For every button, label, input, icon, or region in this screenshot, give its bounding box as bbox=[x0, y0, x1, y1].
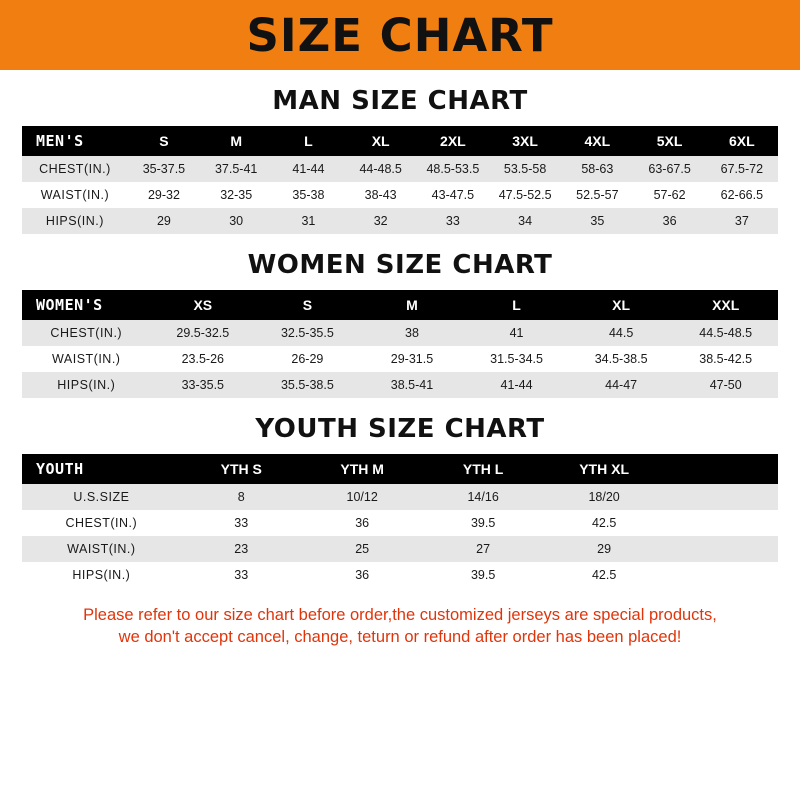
table-cell bbox=[665, 562, 778, 588]
table-cell: 29 bbox=[128, 208, 200, 234]
table-header-row bbox=[22, 454, 778, 484]
table-cell: 44.5-48.5 bbox=[673, 320, 778, 346]
table-cell: 42.5 bbox=[544, 510, 665, 536]
women-col-xs: XS bbox=[151, 290, 256, 320]
table-cell: 25 bbox=[302, 536, 423, 562]
youth-col-empty bbox=[665, 454, 778, 484]
table-row bbox=[22, 536, 778, 562]
footer-note-line2: we don't accept cancel, change, teturn or refund after order has been placed! bbox=[118, 628, 682, 647]
table-cell: 29 bbox=[544, 536, 665, 562]
table-cell: 63-67.5 bbox=[633, 156, 705, 182]
youth-row-label-chest: CHEST(IN.) bbox=[22, 510, 181, 536]
table-cell: 8 bbox=[181, 484, 302, 510]
table-cell: 33 bbox=[181, 562, 302, 588]
table-cell: 30 bbox=[200, 208, 272, 234]
table-cell: 41-44 bbox=[272, 156, 344, 182]
men-col-4xl: 4XL bbox=[561, 126, 633, 156]
men-col-s: S bbox=[128, 126, 200, 156]
table-cell: 44-47 bbox=[569, 372, 674, 398]
table-cell: 33 bbox=[181, 510, 302, 536]
youth-row-label-ussize: U.S.SIZE bbox=[22, 484, 181, 510]
table-cell: 38-43 bbox=[345, 182, 417, 208]
men-row-label-chest: CHEST(IN.) bbox=[22, 156, 128, 182]
table-row bbox=[22, 562, 778, 588]
table-cell: 10/12 bbox=[302, 484, 423, 510]
men-col-xl: XL bbox=[345, 126, 417, 156]
table-cell bbox=[665, 484, 778, 510]
table-row bbox=[22, 346, 778, 372]
table-cell: 43-47.5 bbox=[417, 182, 489, 208]
table-cell: 33-35.5 bbox=[151, 372, 256, 398]
women-row-label-chest: CHEST(IN.) bbox=[22, 320, 151, 346]
table-cell: 44-48.5 bbox=[345, 156, 417, 182]
men-size-table bbox=[22, 126, 778, 234]
table-cell: 39.5 bbox=[423, 562, 544, 588]
men-row-label-hips: HIPS(IN.) bbox=[22, 208, 128, 234]
table-cell: 29-32 bbox=[128, 182, 200, 208]
table-cell: 41-44 bbox=[464, 372, 569, 398]
table-cell: 38 bbox=[360, 320, 465, 346]
table-header-row bbox=[22, 126, 778, 156]
table-row bbox=[22, 208, 778, 234]
men-col-5xl: 5XL bbox=[633, 126, 705, 156]
table-cell: 29.5-32.5 bbox=[151, 320, 256, 346]
table-cell: 39.5 bbox=[423, 510, 544, 536]
table-row bbox=[22, 510, 778, 536]
table-cell: 37.5-41 bbox=[200, 156, 272, 182]
youth-section-title: YOUTH SIZE CHART bbox=[255, 414, 545, 444]
table-cell: 26-29 bbox=[255, 346, 360, 372]
page-title: SIZE CHART bbox=[246, 8, 554, 62]
table-cell: 34.5-38.5 bbox=[569, 346, 674, 372]
men-col-3xl: 3XL bbox=[489, 126, 561, 156]
table-cell: 57-62 bbox=[633, 182, 705, 208]
women-col-l: L bbox=[464, 290, 569, 320]
women-header-label: WOMEN'S bbox=[22, 290, 151, 320]
table-cell: 34 bbox=[489, 208, 561, 234]
youth-col-xl: YTH XL bbox=[544, 454, 665, 484]
youth-header-label: YOUTH bbox=[22, 454, 181, 484]
table-cell: 53.5-58 bbox=[489, 156, 561, 182]
table-cell: 41 bbox=[464, 320, 569, 346]
men-col-l: L bbox=[272, 126, 344, 156]
footer-note bbox=[22, 604, 778, 649]
table-cell: 29-31.5 bbox=[360, 346, 465, 372]
men-row-label-waist: WAIST(IN.) bbox=[22, 182, 128, 208]
men-col-2xl: 2XL bbox=[417, 126, 489, 156]
table-cell: 31 bbox=[272, 208, 344, 234]
women-col-xl: XL bbox=[569, 290, 674, 320]
table-cell: 23.5-26 bbox=[151, 346, 256, 372]
table-cell: 27 bbox=[423, 536, 544, 562]
table-row bbox=[22, 320, 778, 346]
youth-col-l: YTH L bbox=[423, 454, 544, 484]
table-cell: 48.5-53.5 bbox=[417, 156, 489, 182]
women-section-title: WOMEN SIZE CHART bbox=[247, 250, 553, 280]
table-row bbox=[22, 156, 778, 182]
table-cell: 31.5-34.5 bbox=[464, 346, 569, 372]
table-cell: 38.5-42.5 bbox=[673, 346, 778, 372]
youth-size-table bbox=[22, 454, 778, 588]
women-size-table bbox=[22, 290, 778, 398]
table-cell: 47-50 bbox=[673, 372, 778, 398]
table-cell: 36 bbox=[633, 208, 705, 234]
table-cell: 35-38 bbox=[272, 182, 344, 208]
table-cell: 35 bbox=[561, 208, 633, 234]
table-cell: 42.5 bbox=[544, 562, 665, 588]
men-header-label: MEN'S bbox=[22, 126, 128, 156]
table-cell: 36 bbox=[302, 562, 423, 588]
table-cell: 35-37.5 bbox=[128, 156, 200, 182]
youth-row-label-waist: WAIST(IN.) bbox=[22, 536, 181, 562]
men-section-title: MAN SIZE CHART bbox=[272, 86, 528, 116]
table-cell: 58-63 bbox=[561, 156, 633, 182]
table-cell: 52.5-57 bbox=[561, 182, 633, 208]
youth-col-m: YTH M bbox=[302, 454, 423, 484]
women-col-xxl: XXL bbox=[673, 290, 778, 320]
table-cell: 38.5-41 bbox=[360, 372, 465, 398]
table-row bbox=[22, 484, 778, 510]
table-cell: 37 bbox=[706, 208, 778, 234]
table-cell: 33 bbox=[417, 208, 489, 234]
women-col-s: S bbox=[255, 290, 360, 320]
table-cell bbox=[665, 510, 778, 536]
chart-content bbox=[0, 86, 800, 649]
table-cell: 62-66.5 bbox=[706, 182, 778, 208]
women-col-m: M bbox=[360, 290, 465, 320]
table-cell: 18/20 bbox=[544, 484, 665, 510]
table-cell: 14/16 bbox=[423, 484, 544, 510]
table-cell: 44.5 bbox=[569, 320, 674, 346]
women-row-label-hips: HIPS(IN.) bbox=[22, 372, 151, 398]
table-cell: 67.5-72 bbox=[706, 156, 778, 182]
men-col-m: M bbox=[200, 126, 272, 156]
footer-note-line1: Please refer to our size chart before order,the customized jerseys are special products, bbox=[83, 606, 717, 624]
youth-row-label-hips: HIPS(IN.) bbox=[22, 562, 181, 588]
table-cell bbox=[665, 536, 778, 562]
table-cell: 32 bbox=[345, 208, 417, 234]
table-cell: 35.5-38.5 bbox=[255, 372, 360, 398]
youth-col-s: YTH S bbox=[181, 454, 302, 484]
table-cell: 32-35 bbox=[200, 182, 272, 208]
page-banner bbox=[0, 0, 800, 70]
table-row bbox=[22, 182, 778, 208]
table-cell: 36 bbox=[302, 510, 423, 536]
table-header-row bbox=[22, 290, 778, 320]
table-cell: 47.5-52.5 bbox=[489, 182, 561, 208]
women-row-label-waist: WAIST(IN.) bbox=[22, 346, 151, 372]
table-row bbox=[22, 372, 778, 398]
table-cell: 32.5-35.5 bbox=[255, 320, 360, 346]
table-cell: 23 bbox=[181, 536, 302, 562]
men-col-6xl: 6XL bbox=[706, 126, 778, 156]
